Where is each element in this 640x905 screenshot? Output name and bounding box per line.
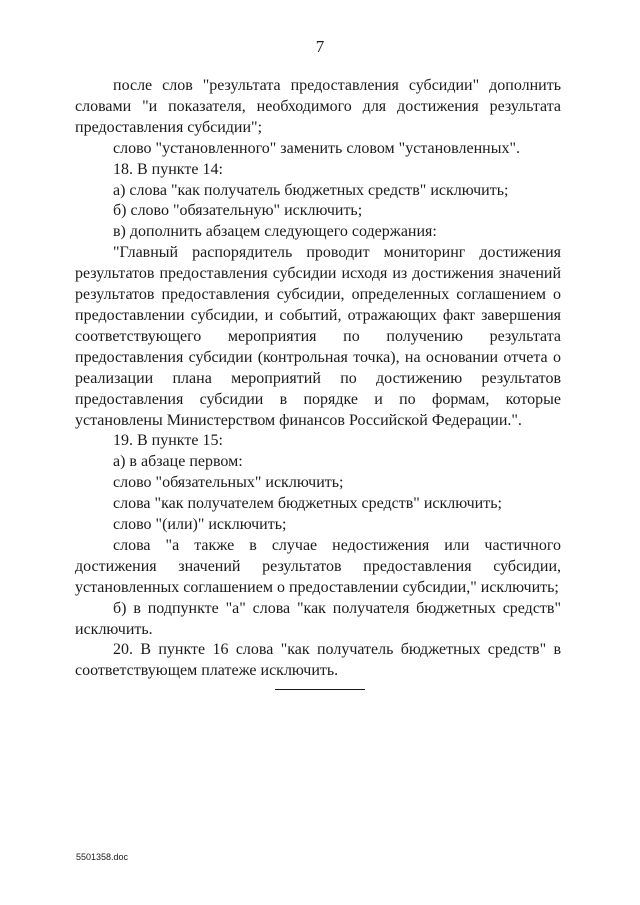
paragraph-10: слово "обязательных" исключить; — [113, 474, 344, 492]
paragraph-13: слова "а также в случае недостижения или частичного достижения значений результатов предоставления субсидии, установленных соглашением о предоставлении субсидии," исключить; — [75, 536, 561, 596]
paragraph-4: а) слова "как получатель бюджетных средств" исключить; — [113, 181, 509, 199]
paragraph-14: б) в подпункте "а" слова "как получателя бюджетных средств" исключить. — [75, 599, 561, 638]
paragraph-3: 18. В пункте 14: — [113, 160, 223, 178]
paragraph-1: после слов "результата предоставления субсидии" дополнить словами "и показателя, необходимого для достижения результата предоставления субсидии"; — [75, 77, 561, 136]
page-number: 7 — [315, 37, 325, 56]
paragraph-7: "Главный распорядитель проводит мониторинг достижения результатов предоставления субсидии исходя из достижения значений результатов предоставления субсидии, определенных соглашением о предоставлении субсидии, и событий, отражающих факт завершения соответствующего мероприятия по получению результата предоставления субсидии (контрольная точка), на основании отчета о реализации плана мероприятий по достижению результатов предоставления субсидии в порядке и по формам, которые установлены Министерством финансов Российской Федерации.". — [75, 244, 561, 429]
paragraph-9: а) в абзаце первом: — [113, 453, 243, 471]
paragraph-8: 19. В пункте 15: — [113, 432, 223, 450]
paragraph-11: слова "как получателем бюджетных средств" исключить; — [113, 495, 502, 513]
paragraph-15: 20. В пункте 16 слова "как получатель бюджетных средств" в соответствующем платеже исключить. — [75, 641, 561, 680]
document-body — [75, 76, 561, 682]
footer-doc-code: 5501358.doc — [76, 852, 129, 862]
paragraph-2: слово "установленного" заменить словом "установленных". — [113, 139, 520, 157]
end-separator-line — [275, 689, 365, 690]
paragraph-5: б) слово "обязательную" исключить; — [113, 202, 363, 220]
paragraph-6: в) дополнить абзацем следующего содержания: — [113, 223, 437, 241]
paragraph-12: слово "(или)" исключить; — [113, 516, 287, 534]
